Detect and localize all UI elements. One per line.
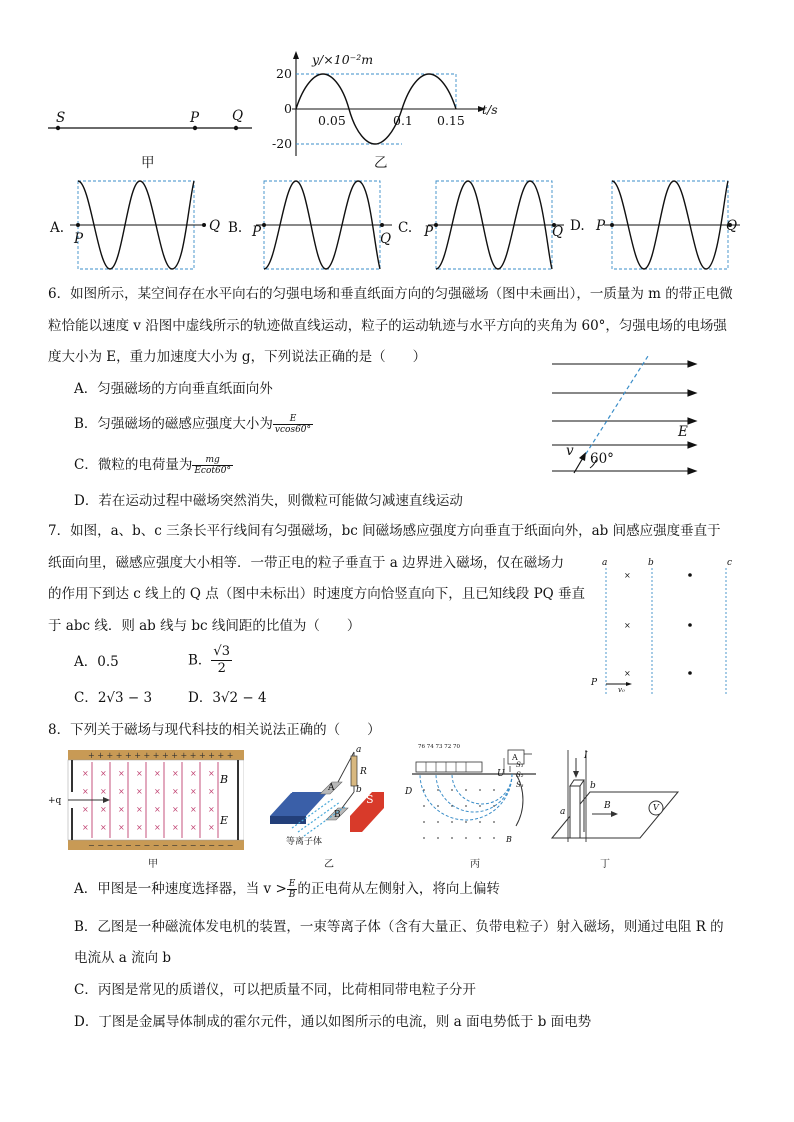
svg-text:×: × [136, 787, 143, 796]
q6-stem-line2: 粒恰能以速度 v 沿图中虚线所示的轨迹做直线运动，粒子的运动轨迹与水平方向的夹角为 60°，匀强电场的电场强 [48, 318, 727, 334]
svg-text:×: × [172, 787, 179, 796]
label-Q: Q [232, 108, 244, 124]
wave-c-P: P [424, 224, 434, 240]
wave-c-Q: Q [552, 224, 564, 240]
q8-fig2-label-a: a [356, 745, 362, 755]
svg-text:×: × [82, 769, 89, 778]
q8-option-b-line2[interactable]: 电流从 a 流向 b [74, 950, 172, 966]
q6-figure-field [548, 352, 708, 482]
q8-fig2-label-S: S [366, 793, 374, 806]
q8-option-a-suffix: 的正电荷从左侧射入，将向上偏转 [297, 881, 500, 897]
graph-y-tick-20: 20 [276, 66, 292, 81]
svg-text:×: × [82, 805, 89, 814]
q8-fig4-label-B: B [604, 801, 611, 811]
wave-option-d [604, 176, 744, 274]
graph-t-tick-01: 0.1 [393, 113, 413, 128]
q8-fig1-label-B: B [220, 773, 229, 786]
q8-option-a[interactable] [74, 879, 500, 900]
q8-option-c[interactable]: C．丙图是常见的质谱仪，可以把质量不同，比荷相同带电粒子分开 [74, 982, 476, 998]
svg-text:×: × [100, 805, 107, 814]
label-S: S [56, 110, 66, 126]
q7-option-b-fraction: $\frac{√3}{2}$ [213, 644, 230, 676]
svg-text:×: × [154, 769, 161, 778]
wave-option-b-label: B. [228, 220, 243, 236]
q8-figure-ding [548, 746, 684, 858]
wave-b-Q: Q [380, 231, 392, 247]
q8-fig3-label-D: D [405, 787, 413, 797]
q8-option-a-fraction: $\frac{E}{B}$ [288, 879, 296, 900]
caption-jia: 甲 [141, 155, 155, 171]
q8-fig2-label-N: N [284, 783, 294, 796]
graph-y-tick-neg20: -20 [272, 136, 293, 151]
q8-option-b-line1[interactable]: B．乙图是一种磁流体发电机的装置，一束等离子体（含有大量正、负带电粒子）射入磁场，则通过电阻 R 的 [74, 919, 724, 935]
q7-option-b-text: B． [188, 652, 212, 669]
svg-text:×: × [190, 769, 197, 778]
caption-yi: 乙 [374, 155, 388, 171]
q8-figure-yi [262, 746, 402, 858]
svg-text:×: × [190, 823, 197, 832]
q8-fig4-label-b: b [590, 781, 596, 791]
svg-text:×: × [82, 787, 89, 796]
q8-fig2-label-A: A [328, 783, 335, 793]
q7-label-c: c [727, 558, 733, 568]
q7-option-b[interactable] [188, 644, 232, 677]
svg-text:×: × [172, 823, 179, 832]
q7-stem-line3: 的作用下到达 c 线上的 Q 点（图中未标出）时速度方向恰竖直向下，且已知线段 PQ 垂直 [48, 586, 586, 602]
wave-option-c [428, 176, 568, 274]
q8-fig1-caption: 甲 [148, 859, 158, 870]
svg-text:×: × [154, 823, 161, 832]
svg-text:×: × [154, 787, 161, 796]
figure-yi-graph [270, 48, 510, 163]
q7-stem-line2: 纸面向里，磁感应强度大小相等．一带正电的粒子垂直于 a 边界进入磁场，仅在磁场力 [48, 555, 565, 571]
q7-option-a[interactable]: A．0.5 [74, 654, 119, 670]
q8-option-a-text: A．甲图是一种速度选择器，当 v > [74, 881, 287, 897]
svg-text:×: × [100, 787, 107, 796]
svg-text:×: × [118, 769, 125, 778]
q8-fig3-caption: 丙 [470, 859, 480, 870]
q8-fig1-label-q: +q [48, 796, 62, 806]
graph-t-tick-005: 0.05 [318, 113, 346, 128]
q8-fig4-label-a: a [560, 807, 566, 817]
q6-stem-line1: 6．如图所示，某空间存在水平向右的匀强电场和垂直纸面方向的匀强磁场（图中未画出），一质量为 m 的带正电微 [48, 286, 733, 302]
q6-option-b-text: B．匀强磁场的磁感应强度大小为 [74, 416, 273, 432]
wave-d-Q: Q [726, 218, 738, 234]
q6-option-a[interactable]: A．匀强磁场的方向垂直纸面向外 [74, 381, 273, 397]
svg-text:×: × [172, 805, 179, 814]
svg-text:+ + + + + + + + + + + + + + +: + + + + + + + + + + + + + + + + [88, 751, 234, 760]
q6-option-c[interactable] [74, 455, 233, 476]
svg-text:×: × [190, 805, 197, 814]
q6-label-v: v [566, 443, 574, 459]
graph-t-tick-015: 0.15 [437, 113, 465, 128]
wave-a-Q: Q [209, 218, 221, 234]
q6-stem-line3: 度大小为 E，重力加速度大小为 g，下列说法正确的是（ ） [48, 349, 427, 365]
graph-y-tick-0: 0 [284, 101, 292, 116]
svg-text:×: × [154, 805, 161, 814]
q8-fig4-caption: 丁 [600, 859, 610, 870]
q6-option-b[interactable] [74, 414, 313, 435]
graph-y-axis-label: y/×10⁻²m [312, 52, 374, 67]
q7-label-b: b [648, 558, 654, 568]
q8-fig3-label-S2: S₂ [516, 771, 524, 779]
svg-text:×: × [624, 621, 631, 630]
q8-fig2-label-B: B [334, 810, 341, 820]
q8-stem: 8．下列关于磁场与现代科技的相关说法正确的（ ） [48, 722, 381, 738]
q8-figure-jia [48, 746, 244, 858]
svg-text:×: × [172, 769, 179, 778]
q7-option-d[interactable]: D．3√2 − 4 [188, 690, 267, 706]
q6-label-E: E [678, 424, 688, 440]
wave-option-a [70, 176, 210, 274]
svg-text:×: × [624, 571, 631, 580]
svg-text:×: × [100, 769, 107, 778]
svg-text:×: × [208, 769, 215, 778]
q8-fig4-label-I: I [584, 751, 588, 761]
wave-option-c-label: C. [398, 220, 413, 236]
wave-b-P: P [252, 224, 262, 240]
svg-text:×: × [82, 823, 89, 832]
q8-fig2-label-R: R [360, 767, 367, 777]
svg-text:×: × [136, 769, 143, 778]
svg-text:×: × [100, 823, 107, 832]
q8-fig3-label-B: B [506, 835, 512, 844]
wave-d-P: P [596, 218, 606, 234]
q6-option-c-fraction: $\frac{mg}{Ecot60^\circ}$ [194, 455, 231, 476]
svg-text:×: × [136, 805, 143, 814]
q7-figure-fields [588, 560, 748, 700]
svg-text:×: × [118, 805, 125, 814]
svg-text:×: × [118, 787, 125, 796]
q6-option-b-fraction: $\frac{E}{vcos60^\circ}$ [274, 414, 312, 435]
q8-fig3-label-S3: S₃ [516, 781, 524, 789]
q7-label-P: P [591, 678, 598, 688]
wave-option-d-label: D. [570, 218, 585, 234]
svg-text:×: × [136, 823, 143, 832]
q7-label-v0: v₀ [618, 686, 625, 694]
label-P: P [190, 110, 200, 126]
q6-label-angle: 60° [590, 451, 614, 467]
q8-fig3-label-U: U [497, 769, 505, 779]
svg-text:×: × [208, 823, 215, 832]
q8-fig2-label-b: b [356, 785, 362, 795]
q6-option-c-text: C．微粒的电荷量为 [74, 457, 193, 473]
svg-text:− − − − − − − − − − − − − − −: − − − − − − − − − − − − − − − − [88, 841, 234, 850]
q8-fig2-caption: 乙 [324, 859, 334, 870]
graph-t-axis-label: t/s [482, 102, 498, 117]
q7-option-c[interactable]: C．2√3 − 3 [74, 690, 153, 706]
svg-text:×: × [190, 787, 197, 796]
q8-fig4-label-V: V [653, 803, 659, 812]
wave-option-b [256, 176, 396, 274]
q8-fig1-label-E: E [220, 814, 229, 827]
q8-fig3-label-S1: S₁ [516, 761, 524, 769]
svg-text:×: × [118, 823, 125, 832]
svg-text:×: × [208, 805, 215, 814]
q8-option-d[interactable]: D．丁图是金属导体制成的霍尔元件，通以如图所示的电流，则 a 面电势低于 b 面电势 [74, 1014, 592, 1030]
q7-stem-line4: 于 abc 线．则 ab 线与 bc 线间距的比值为（ ） [48, 618, 361, 634]
q7-stem-line1: 7．如图，a、b、c 三条长平行线间有匀强磁场，bc 间磁场感应强度方向垂直于纸面向外，ab 间感应强度垂直于 [48, 523, 721, 539]
q8-fig2-label-plasma: 等离子体 [286, 837, 323, 847]
q8-fig3-label-A: A [512, 753, 518, 762]
svg-text:×: × [624, 669, 631, 678]
wave-option-a-label: A. [50, 220, 65, 236]
svg-text:×: × [208, 787, 215, 796]
q7-label-a: a [602, 558, 608, 568]
q6-option-d[interactable]: D．若在运动过程中磁场突然消失，则微粒可能做匀减速直线运动 [74, 493, 463, 509]
wave-a-P: P [74, 231, 84, 247]
q8-fig3-scale: 76 74 73 72 70 [418, 744, 460, 750]
